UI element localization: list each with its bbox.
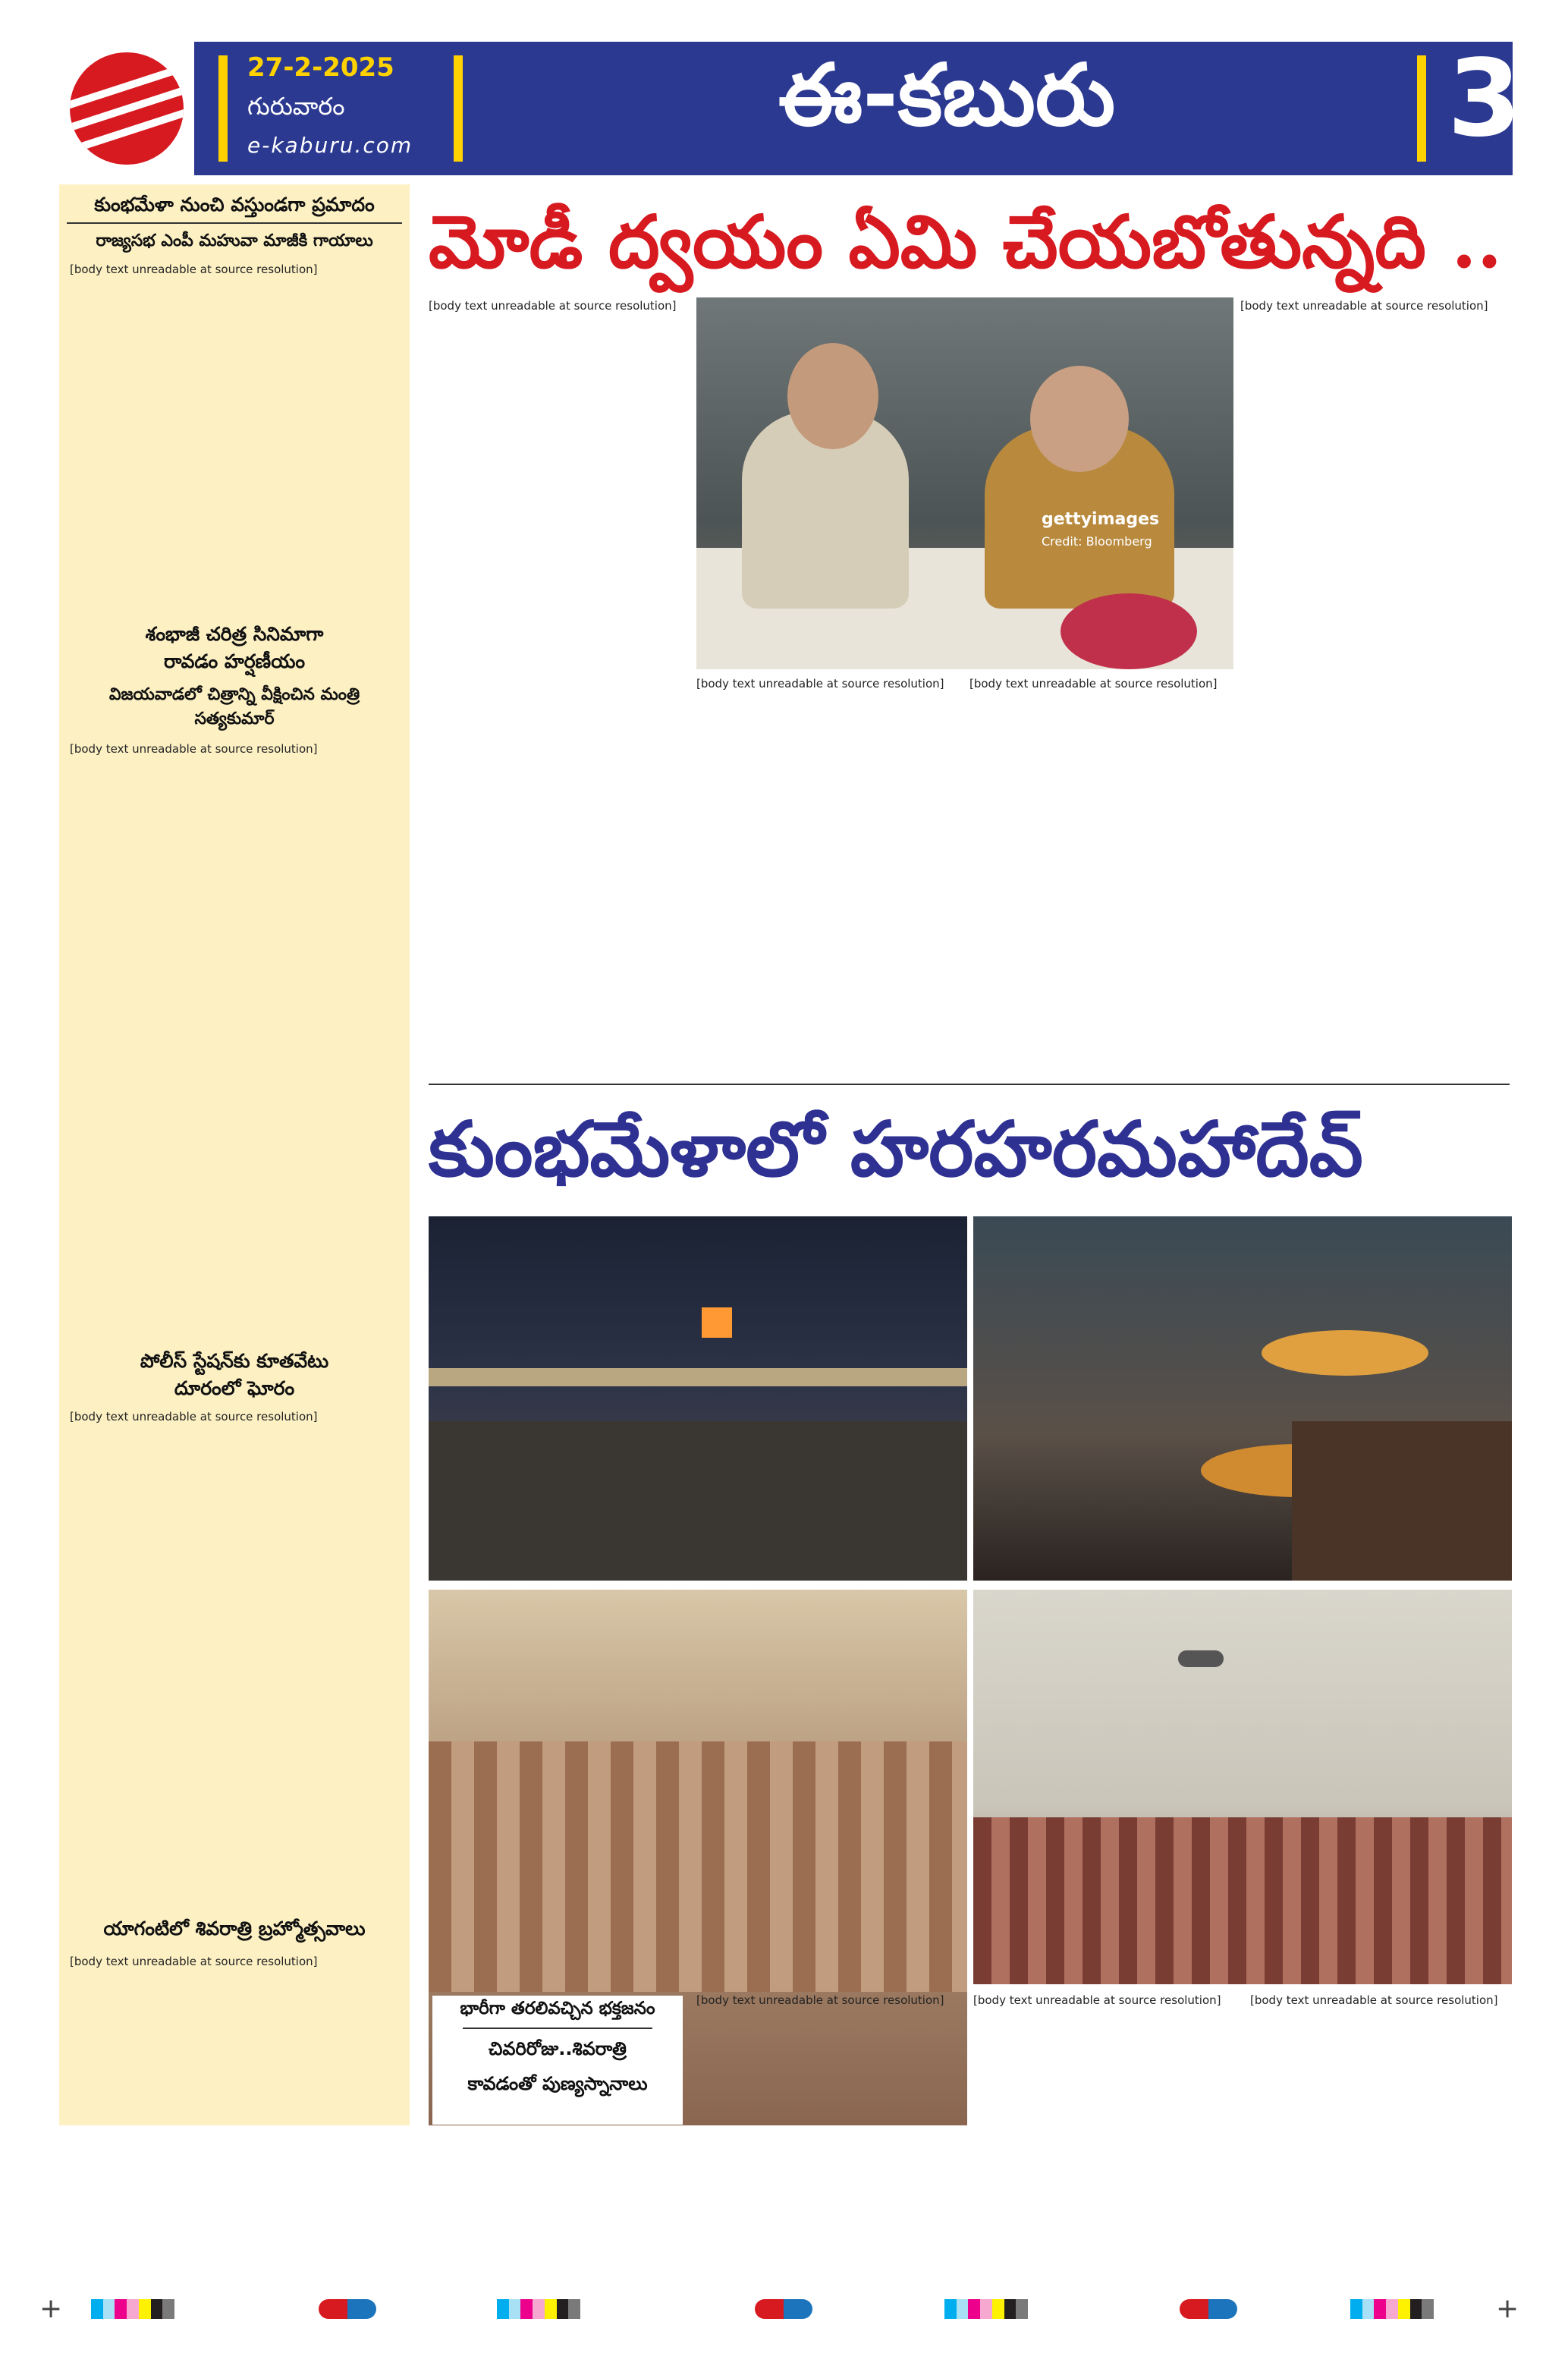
color-calibration-bar: [944, 2299, 1028, 2319]
divider: [67, 222, 402, 224]
divider: [463, 2028, 652, 2029]
registration-cross: +: [1496, 2293, 1519, 2324]
lead-story-column: [body text unreadable at source resolution]: [1240, 299, 1488, 313]
story-headline: కుంభమేళా నుంచి వస్తుండగా ప్రమాదం: [94, 193, 375, 215]
second-story-column: [body text unreadable at source resolution]: [696, 1993, 944, 2007]
story-headline: శంభాజీ చరిత్ర సినిమాగా: [145, 623, 324, 645]
color-calibration-bar: [497, 2299, 580, 2319]
photo-crowd: [973, 1817, 1512, 1984]
masthead: [59, 37, 1522, 175]
registration-pill: [319, 2299, 376, 2319]
photo-riverbank: [973, 1590, 1512, 1984]
story-body: [body text unreadable at source resolution]: [70, 1955, 318, 1968]
caption-line: చివరిరోజు..శివరాత్రి: [489, 2038, 627, 2059]
photo-aarti: [973, 1216, 1512, 1581]
photo-crowd: [429, 1741, 967, 1992]
masthead-divider: [218, 55, 228, 162]
sidebar-news-column: [59, 184, 410, 2125]
registration-cross: +: [39, 2293, 63, 2324]
story-body: [body text unreadable at source resolution]: [70, 263, 318, 276]
registration-pill: [755, 2299, 812, 2319]
color-calibration-bar: [91, 2299, 174, 2319]
story-headline: దూరంలో ఘోరం: [174, 1377, 295, 1399]
color-calibration-bar: [1350, 2299, 1434, 2319]
photo-lights: [429, 1368, 967, 1386]
lead-headline: మోడీ ద్వయం ఏమి చేయబోతున్నది ..: [429, 199, 1503, 285]
photo-flag: [702, 1307, 732, 1338]
photo-face: [1030, 366, 1129, 472]
lead-photo: [696, 297, 1233, 669]
page-number: 3: [1447, 37, 1522, 161]
photo-lamp: [1262, 1330, 1428, 1376]
lead-story-column: [body text unreadable at source resolution]: [696, 677, 944, 691]
newspaper-logo: [59, 42, 194, 175]
photo-credit: Credit: Bloomberg: [1042, 534, 1152, 549]
second-headline: కుంభమేళాలో హరహరమహాదేవ్: [429, 1104, 1363, 1194]
masthead-divider: [1417, 55, 1426, 162]
story-subhead: విజయవాడలో చిత్రాన్ని వీక్షించిన మంత్రి: [108, 685, 360, 704]
photo-hands: [1292, 1421, 1512, 1581]
story-subhead: రాజ్యసభ ఎంపీ మహువా మాజీకి గాయాలు: [96, 231, 373, 250]
story-headline: రావడం హర్షణీయం: [163, 650, 306, 672]
photo-night-crowd: [429, 1216, 967, 1581]
photo-face: [787, 343, 878, 449]
lead-story-column: [body text unreadable at source resolution]: [429, 299, 677, 313]
second-story-column: [body text unreadable at source resolution]: [1250, 1993, 1498, 2007]
masthead-divider: [454, 55, 463, 162]
caption-line: కావడంతో పుణ్యస్నానాలు: [467, 2073, 648, 2094]
story-subhead: సత్యకుమార్: [194, 709, 275, 728]
caption-line: భారీగా తరలివచ్చిన భక్తజనం: [460, 1999, 655, 2018]
website-link[interactable]: e-kaburu.com: [247, 133, 413, 158]
logo-globe-icon: [70, 52, 184, 165]
photo-caption-box: [432, 1996, 683, 2125]
newspaper-title: ఈ-కబురు: [778, 46, 1116, 145]
story-body: [body text unreadable at source resolution]: [70, 1410, 318, 1424]
issue-day: గురువారం: [247, 92, 345, 121]
issue-date: 27-2-2025: [247, 52, 394, 83]
photo-helicopter: [1178, 1650, 1224, 1667]
photo-watermark: gettyimages: [1042, 510, 1160, 529]
photo-flowers: [1061, 593, 1197, 669]
section-divider: [429, 1084, 1510, 1085]
story-body: [body text unreadable at source resolution]: [70, 742, 318, 756]
lead-story-column: [body text unreadable at source resolution]: [969, 677, 1218, 691]
photo-crowd: [429, 1421, 967, 1581]
story-headline: యాగంటిలో శివరాత్రి బ్రహ్మోత్సవాలు: [103, 1917, 366, 1939]
registration-pill: [1180, 2299, 1237, 2319]
story-headline: పోలీస్ స్టేషన్‌కు కూతవేటు: [140, 1350, 329, 1372]
second-story-column: [body text unreadable at source resolution]: [973, 1993, 1221, 2007]
